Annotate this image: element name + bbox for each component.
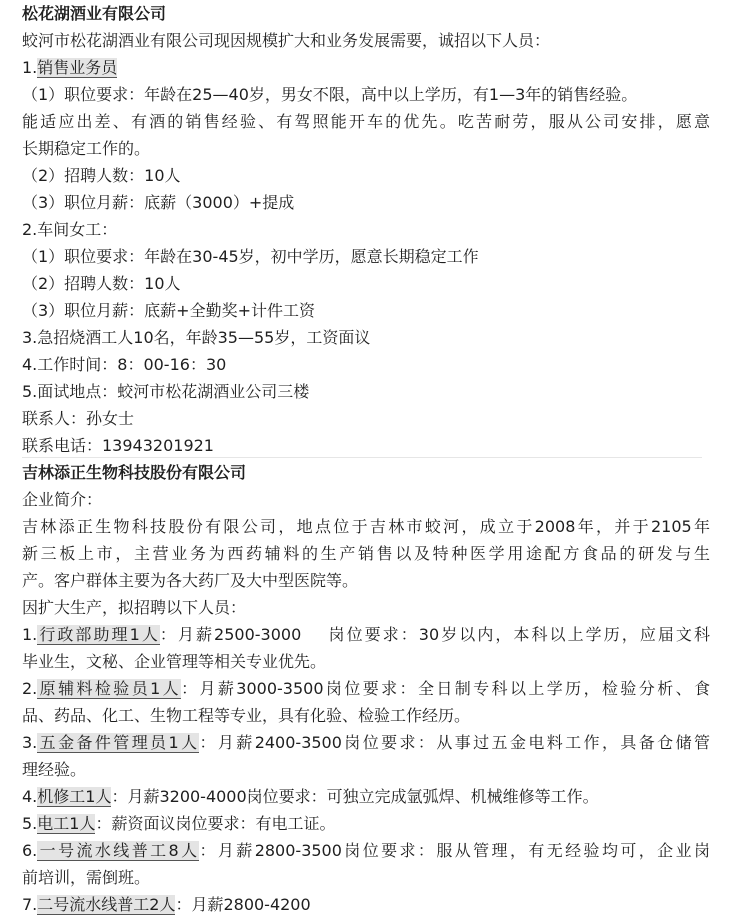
c2-job1-details: ：月薪2500-3000 岗位要求：30岁以内，本科以上学历，应届文科 bbox=[159, 625, 710, 644]
c2-job1-prefix: 1. bbox=[22, 625, 38, 644]
company1-work-hours: 4.工作时间：8：00-16：30 bbox=[22, 355, 227, 374]
c2-job1-cont: 毕业生，文秘、企业管理等相关专业优先。 bbox=[22, 652, 327, 671]
company2-intro-line3: 产。客户群体主要为各大药厂及大中型医院等。 bbox=[22, 571, 359, 590]
c2-job6-cont: 前培训，需倒班。 bbox=[22, 868, 151, 887]
c2-job3-prefix: 3. bbox=[22, 733, 38, 752]
company2-job6-line bbox=[22, 841, 710, 861]
job1-prefix: 1. bbox=[22, 58, 38, 77]
c2-job3-cont: 理经验。 bbox=[22, 760, 87, 779]
job1-name-link[interactable]: 销售业务员 bbox=[37, 58, 118, 77]
company2-recruit-intro: 因扩大生产，拟招聘以下人员： bbox=[22, 598, 247, 617]
c2-job6-prefix: 6. bbox=[22, 841, 38, 860]
job2-count: （2）招聘人数：10人 bbox=[22, 274, 181, 293]
company1-interview-location: 5.面试地点：蛟河市松花湖酒业公司三楼 bbox=[22, 382, 310, 401]
company1-intro: 蛟河市松花湖酒业有限公司现因规模扩大和业务发展需要，诚招以下人员： bbox=[22, 31, 551, 50]
c2-job2-details: ：月薪3000-3500岗位要求：全日制专科以上学历，检验分析、食 bbox=[181, 679, 710, 698]
company2-job2-line bbox=[22, 679, 710, 699]
job2-title: 2.车间女工： bbox=[22, 220, 118, 239]
c2-job4-details: ：月薪3200-4000岗位要求：可独立完成氩弧焊、机械维修等工作。 bbox=[111, 787, 599, 806]
company1-title: 松花湖酒业有限公司 bbox=[22, 4, 167, 23]
c2-job2-name-link[interactable]: 原辅料检验员1人 bbox=[37, 679, 182, 698]
c2-job7-details: ：月薪2800-4200 bbox=[175, 895, 311, 914]
job2-salary: （3）职位月薪：底薪+全勤奖+计件工资 bbox=[22, 301, 315, 320]
company2-job7-line bbox=[22, 895, 710, 915]
c2-job3-details: ：月薪2400-3500岗位要求：从事过五金电料工作，具备仓储管 bbox=[199, 733, 710, 752]
c2-job6-details: ：月薪2800-3500岗位要求：服从管理，有无经验均可，企业岗 bbox=[199, 841, 710, 860]
c2-job2-prefix: 2. bbox=[22, 679, 38, 698]
company1-job1-heading bbox=[22, 58, 710, 78]
job1-req-line3: 长期稳定工作的。 bbox=[22, 139, 151, 158]
company2-job1-line bbox=[22, 625, 710, 645]
c2-job4-prefix: 4. bbox=[22, 787, 38, 806]
company2-intro-line1: 吉林添正生物科技股份有限公司，地点位于吉林市蛟河，成立于2008年，并于2105年 bbox=[22, 517, 710, 536]
company1-item3: 3.急招烧酒工人10名，年龄35—55岁，工资面议 bbox=[22, 328, 371, 347]
c2-job3-name-link[interactable]: 五金备件管理员1人 bbox=[37, 733, 200, 752]
c2-job7-prefix: 7. bbox=[22, 895, 38, 914]
c2-job5-name-link[interactable]: 电工1人 bbox=[37, 814, 96, 833]
company2-job5-line bbox=[22, 814, 710, 834]
company1-contact: 联系人：孙女士 bbox=[22, 409, 135, 428]
section-divider bbox=[22, 457, 702, 458]
c2-job4-name-link[interactable]: 机修工1人 bbox=[37, 787, 112, 806]
job1-req-line1: （1）职位要求：年龄在25—40岁，男女不限，高中以上学历，有1—3年的销售经验。 bbox=[22, 85, 638, 104]
c2-job6-name-link[interactable]: 一号流水线普工8人 bbox=[37, 841, 200, 860]
job2-req: （1）职位要求：年龄在30-45岁，初中学历，愿意长期稳定工作 bbox=[22, 247, 479, 266]
c2-job5-prefix: 5. bbox=[22, 814, 38, 833]
company2-job3-line bbox=[22, 733, 710, 753]
company2-title: 吉林添正生物科技股份有限公司 bbox=[22, 463, 247, 482]
c2-job7-name-link[interactable]: 二号流水线普工2人 bbox=[37, 895, 176, 914]
c2-job5-details: ：薪资面议岗位要求：有电工证。 bbox=[95, 814, 336, 833]
company2-job4-line bbox=[22, 787, 710, 807]
company2-intro-line2: 新三板上市，主营业务为西药辅料的生产销售以及特种医学用途配方食品的研发与生 bbox=[22, 544, 710, 563]
job1-salary: （3）职位月薪：底薪（3000）+提成 bbox=[22, 193, 295, 212]
company2-intro-label: 企业简介： bbox=[22, 490, 103, 509]
company1-phone: 联系电话：13943201921 bbox=[22, 436, 214, 455]
c2-job2-cont: 品、药品、化工、生物工程等专业，具有化验、检验工作经历。 bbox=[22, 706, 471, 725]
c2-job1-name-link[interactable]: 行政部助理1人 bbox=[37, 625, 160, 644]
job1-req-line2: 能适应出差、有酒的销售经验、有驾照能开车的优先。吃苦耐劳，服从公司安排，愿意 bbox=[22, 112, 710, 131]
job1-count: （2）招聘人数：10人 bbox=[22, 166, 181, 185]
